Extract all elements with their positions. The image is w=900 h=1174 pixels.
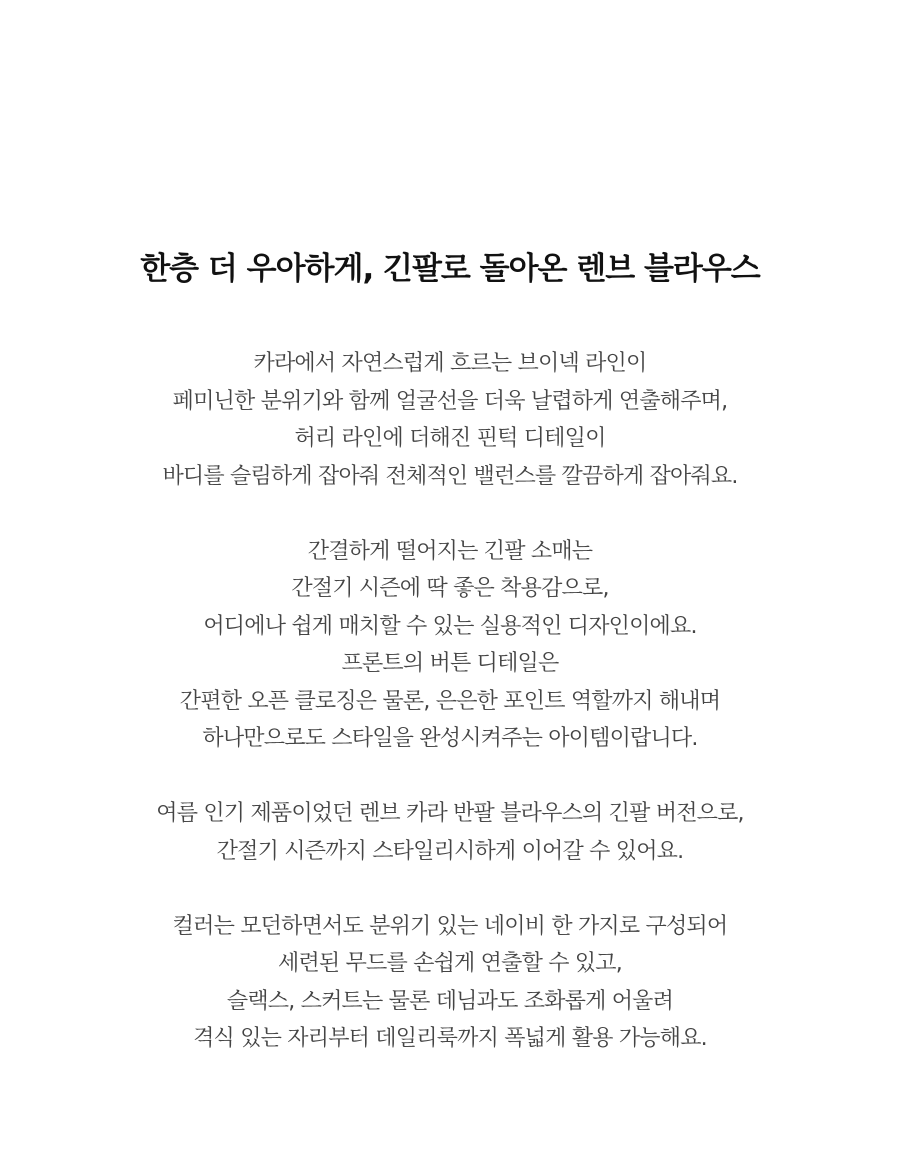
description-line: 슬랙스, 스커트는 물론 데님과도 조화롭게 어울려 bbox=[226, 988, 674, 1014]
description-line: 컬러는 모던하면서도 분위기 있는 네이비 한 가지로 구성되어 bbox=[172, 913, 728, 939]
description-line: 간편한 오픈 클로징은 물론, 은은한 포인트 역할까지 해내며 bbox=[179, 688, 721, 714]
description-line: 간절기 시즌까지 스타일리시하게 이어갈 수 있어요. bbox=[216, 838, 684, 864]
description-line: 페미닌한 분위기와 함께 얼굴선을 더욱 날렵하게 연출해주며, bbox=[172, 388, 728, 414]
description-line: 카라에서 자연스럽게 흐르는 브이넥 라인이 bbox=[253, 351, 647, 376]
description-body bbox=[0, 345, 900, 1095]
description-paragraph bbox=[0, 795, 900, 870]
headline: 한층 더 우아하게, 긴팔로 돌아온 렌브 블라우스 bbox=[140, 251, 760, 287]
description-line: 격식 있는 자리부터 데일리룩까지 폭넓게 활용 가능해요. bbox=[193, 1026, 707, 1051]
description-paragraph bbox=[0, 908, 900, 1058]
description-line: 허리 라인에 더해진 핀턱 디테일이 bbox=[294, 426, 606, 451]
description-line: 바디를 슬림하게 잡아줘 전체적인 밸런스를 깔끔하게 잡아줘요. bbox=[162, 463, 738, 489]
description-line: 간절기 시즌에 딱 좋은 착용감으로, bbox=[291, 576, 609, 601]
description-line: 세련된 무드를 손쉽게 연출할 수 있고, bbox=[278, 951, 622, 976]
description-paragraph bbox=[0, 345, 900, 495]
description-line: 하나만으로도 스타일을 완성시켜주는 아이템이랍니다. bbox=[202, 726, 698, 751]
description-paragraph bbox=[0, 533, 900, 758]
description-line: 프론트의 버튼 디테일은 bbox=[341, 651, 559, 676]
description-line: 간결하게 떨어지는 긴팔 소매는 bbox=[307, 538, 593, 564]
description-line: 어디에나 쉽게 매치할 수 있는 실용적인 디자인이에요. bbox=[203, 613, 697, 639]
description-line: 여름 인기 제품이었던 렌브 카라 반팔 블라우스의 긴팔 버전으로, bbox=[156, 801, 744, 826]
